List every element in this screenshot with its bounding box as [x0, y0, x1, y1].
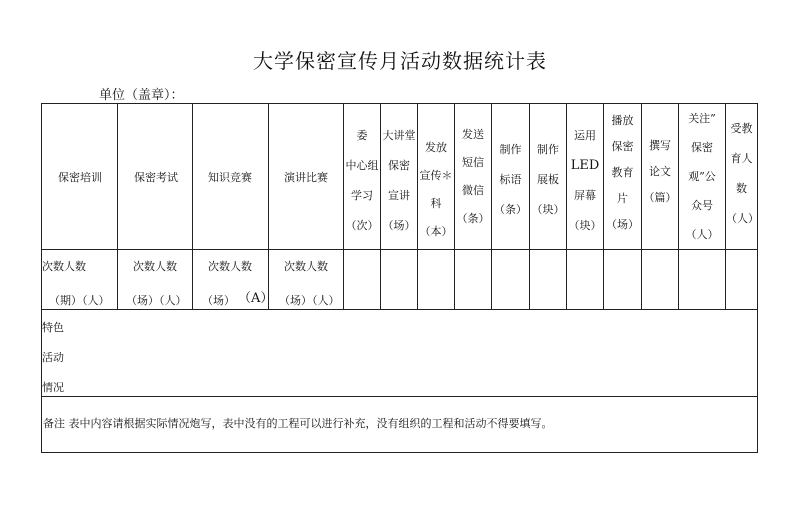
col-divider — [268, 104, 269, 309]
special-label-line-3: 情况 — [42, 381, 64, 394]
page-title: 大学保密宣传月活动数据统计表 — [253, 49, 547, 73]
header-quiz: 知识竞赛 — [208, 171, 252, 184]
header-display-boards: 制作 展板 （块） — [531, 143, 565, 216]
remarks-note: 备注 表中内容请根据实际情况炮写，表中没有的工程可以进行补充，没有组织的工程和活动不得要填写。 — [43, 417, 553, 430]
header-exam: 保密考试 — [134, 171, 178, 184]
subheader-training-units: （期）（人） — [49, 294, 110, 307]
header-sms-wechat: 发送 短信 微信 （条） — [456, 128, 490, 225]
special-label-line-1: 特色 — [42, 321, 64, 334]
header-slogans: 制作 标语 （条） — [494, 143, 527, 216]
subheader-speech-count: 次数人数 — [284, 260, 328, 273]
header-center-group-study: 委 中心组 学习 （次） — [345, 129, 379, 232]
header-publicity-books: 发放 宣传＊ 科 （本） — [419, 141, 453, 238]
subheader-exam-count: 次数人数 — [133, 260, 177, 273]
subheader-training-count: 次数人数 — [42, 260, 86, 273]
col-divider — [192, 104, 193, 309]
header-official-account: 关注” 保密 观”公 众号 （人） — [685, 112, 719, 241]
row-divider — [42, 396, 757, 397]
header-papers: 撰写 论文 （篇） — [643, 139, 677, 204]
header-education-films: 播放 保密 教育 片 （场） — [606, 114, 639, 231]
header-educated-people: 受教 育人 数 （人） — [726, 122, 759, 225]
header-training: 保密培训 — [58, 171, 102, 184]
subheader-speech-units: （场）（人） — [279, 294, 340, 307]
subheader-quiz-count: 次数人数 — [208, 260, 252, 273]
subheader-exam-units: （场）（人） — [126, 294, 187, 307]
header-led-screens: 运用 LED 屏幕 （块） — [568, 129, 602, 232]
statistics-table — [41, 103, 758, 453]
subheader-quiz-unit-2: （A） — [238, 291, 274, 306]
col-divider — [117, 104, 118, 309]
subheader-quiz-unit-1: （场） — [202, 294, 235, 307]
header-speech: 演讲比赛 — [284, 171, 328, 184]
row-divider — [42, 249, 757, 250]
header-lecture-hall: 大讲堂 保密 宣讲 （场） — [382, 129, 416, 232]
special-label-line-2: 活动 — [42, 351, 64, 364]
row-divider — [42, 309, 757, 310]
unit-seal-label: 单位（盖章）： — [99, 88, 184, 103]
